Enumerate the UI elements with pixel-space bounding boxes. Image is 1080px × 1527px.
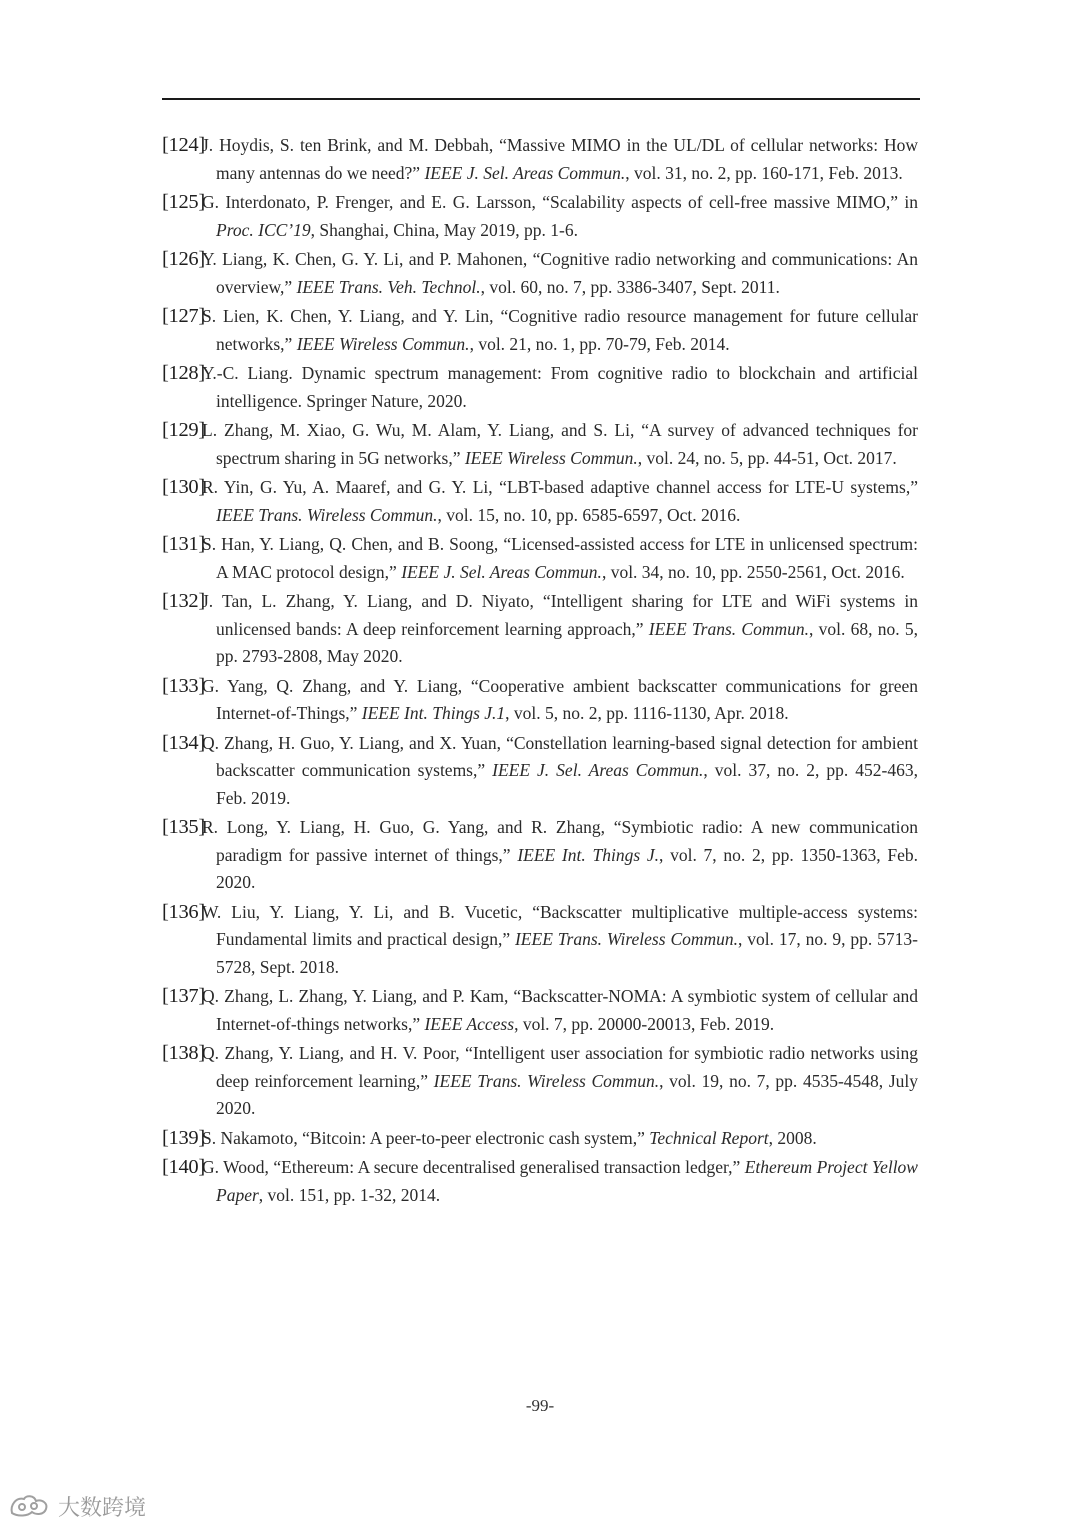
reference-number: [125]: [162, 191, 205, 213]
reference-text: S. Han, Y. Liang, Q. Chen, and B. Soong, “Licensed-assisted access for LTE in unlicensed spectrum: A MAC protocol design,” IEEE J. Sel. Areas Commun., vol. 34, no. 10, pp. 2550-2561, Oct. 2016.: [202, 534, 918, 582]
reference-venue: IEEE Trans. Wireless Commun.: [514, 929, 739, 949]
reference-venue: Proc. ICC’19: [216, 219, 311, 240]
header-rule: [162, 98, 920, 100]
reference-text: Y.-C. Liang. Dynamic spectrum management: From cognitive radio to blockchain and artificial intelligence. Springer Nature, 2020.: [202, 363, 918, 411]
reference-number: [136]: [162, 900, 205, 923]
reference-entry: [162, 360, 918, 415]
page-number: -99-: [525, 1396, 555, 1415]
reference-number: [139]: [162, 1126, 205, 1149]
reference-venue: IEEE J. Sel. Areas Commun.: [492, 760, 704, 780]
reference-venue: IEEE Trans. Veh. Technol.: [296, 276, 481, 297]
reference-entry: [162, 673, 918, 728]
reference-number: [132]: [162, 590, 205, 612]
reference-text: Q. Zhang, Y. Liang, and H. V. Poor, “Intelligent user association for symbiotic radio networks using deep reinforcement learning,” IEEE Trans. Wireless Commun., vol. 19, no. 7, pp. 4535-4548, July 2020.: [202, 1043, 919, 1118]
reference-venue: IEEE Wireless Commun.: [464, 447, 638, 468]
reference-entry: [162, 1125, 918, 1153]
reference-number: [127]: [162, 305, 205, 327]
reference-entry: [162, 983, 918, 1038]
reference-venue: Ethereum Project Yellow Paper: [216, 1157, 918, 1205]
reference-text: G. Wood, “Ethereum: A secure decentralised generalised transaction ledger,” Ethereum Project Yellow Paper, vol. 151, pp. 1-32, 2014.: [202, 1157, 918, 1205]
reference-entry: [162, 474, 918, 529]
reference-text: L. Zhang, M. Xiao, G. Wu, M. Alam, Y. Liang, and S. Li, “A survey of advanced techniques for spectrum sharing in 5G networks,” IEEE Wireless Commun., vol. 24, no. 5, pp. 44-51, Oct. 2017.: [202, 420, 918, 468]
reference-number: [126]: [162, 248, 205, 270]
reference-text: Q. Zhang, H. Guo, Y. Liang, and X. Yuan, “Constellation learning-based signal detection for ambient backscatter communication systems,” IEEE J. Sel. Areas Commun., vol. 37, no. 2, pp. 452-463, Feb. 2019.: [202, 732, 918, 808]
reference-text: S. Nakamoto, “Bitcoin: A peer-to-peer electronic cash system,” Technical Report, 2008.: [202, 1127, 817, 1148]
reference-venue: IEEE Trans. Wireless Commun.: [216, 504, 438, 525]
reference-venue: IEEE J. Sel. Areas Commun.: [401, 561, 602, 582]
reference-number: [140]: [162, 1156, 205, 1178]
reference-text: Y. Liang, K. Chen, G. Y. Li, and P. Mahonen, “Cognitive radio networking and communications: An overview,” IEEE Trans. Veh. Technol., vol. 60, no. 7, pp. 3386-3407, Sept. 2011.: [202, 249, 918, 297]
reference-entry: [162, 417, 918, 472]
reference-venue: IEEE J. Sel. Areas Commun.: [424, 162, 626, 183]
reference-text: W. Liu, Y. Liang, Y. Li, and B. Vucetic, “Backscatter multiplicative multiple-access systems: Fundamental limits and practical design,” IEEE Trans. Wireless Commun., vol. 17, no. 9, pp. 5713-5728, Sept. 2018.: [202, 901, 918, 977]
reference-text: R. Long, Y. Liang, H. Guo, G. Yang, and R. Zhang, “Symbiotic radio: A new communication paradigm for passive internet of things,” IEEE Int. Things J., vol. 7, no. 2, pp. 1350-1363, Feb. 2020.: [202, 817, 918, 892]
reference-number: [138]: [162, 1042, 205, 1064]
reference-venue: IEEE Trans. Commun.: [648, 618, 809, 639]
watermark: [8, 1490, 146, 1522]
reference-number: [137]: [162, 985, 205, 1007]
reference-entry: [162, 531, 918, 586]
reference-number: [133]: [162, 674, 205, 697]
reference-entry: [162, 189, 918, 244]
reference-entry: [162, 1154, 918, 1209]
reference-entry: [162, 132, 918, 187]
reference-text: Q. Zhang, L. Zhang, Y. Liang, and P. Kam, “Backscatter-NOMA: A symbiotic system of cellular and Internet-of-things networks,” IEEE Access, vol. 7, pp. 20000-20013, Feb. 2019.: [202, 986, 918, 1034]
reference-text: R. Yin, G. Yu, A. Maaref, and G. Y. Li, “LBT-based adaptive channel access for LTE-U systems,” IEEE Trans. Wireless Commun., vol. 15, no. 10, pp. 6585-6597, Oct. 2016.: [202, 477, 918, 525]
reference-number: [131]: [162, 533, 205, 555]
reference-venue: Technical Report: [649, 1127, 769, 1148]
watermark-text: 大数跨境: [58, 1495, 147, 1521]
reference-entry: [162, 814, 918, 897]
reference-text: J. Hoydis, S. ten Brink, and M. Debbah, “Massive MIMO in the UL/DL of cellular networks: How many antennas do we need?” IEEE J. Sel. Areas Commun., vol. 31, no. 2, pp. 160-171, Feb. 2013.: [202, 135, 918, 183]
reference-text: G. Yang, Q. Zhang, and Y. Liang, “Cooperative ambient backscatter communications for green Internet-of-Things,” IEEE Int. Things J.1, vol. 5, no. 2, pp. 1116-1130, Apr. 2018.: [202, 675, 918, 723]
reference-text: S. Lien, K. Chen, Y. Liang, and Y. Lin, “Cognitive radio resource management for future cellular networks,” IEEE Wireless Commun., vol. 21, no. 1, pp. 70-79, Feb. 2014.: [202, 306, 918, 354]
reference-number: [134]: [162, 731, 205, 754]
reference-number: [129]: [162, 419, 205, 441]
reference-number: [130]: [162, 476, 205, 498]
reference-text: J. Tan, L. Zhang, Y. Liang, and D. Niyato, “Intelligent sharing for LTE and WiFi systems in unlicensed bands: A deep reinforcement learning approach,” IEEE Trans. Commun., vol. 68, no. 5, pp. 2793-2808, May 2020.: [202, 591, 918, 666]
reference-entry: [162, 303, 918, 358]
reference-entry: [162, 246, 918, 301]
reference-list: [162, 132, 918, 1211]
reference-venue: IEEE Trans. Wireless Commun.: [433, 1070, 660, 1091]
reference-number: [135]: [162, 816, 205, 838]
reference-venue: IEEE Access: [424, 1013, 515, 1034]
reference-entry: [162, 730, 918, 813]
reference-entry: [162, 1040, 918, 1123]
reference-venue: IEEE Int. Things J.: [517, 844, 659, 865]
brand-logo-icon: [8, 1493, 52, 1519]
reference-number: [128]: [162, 362, 205, 384]
reference-entry: [162, 899, 918, 982]
reference-text: G. Interdonato, P. Frenger, and E. G. Larsson, “Scalability aspects of cell-free massive MIMO,” in Proc. ICC’19, Shanghai, China, May 2019, pp. 1-6.: [202, 192, 918, 240]
reference-venue: IEEE Int. Things J.1: [361, 703, 506, 723]
reference-venue: IEEE Wireless Commun.: [296, 333, 470, 354]
reference-number: [124]: [162, 134, 205, 156]
reference-entry: [162, 588, 918, 671]
